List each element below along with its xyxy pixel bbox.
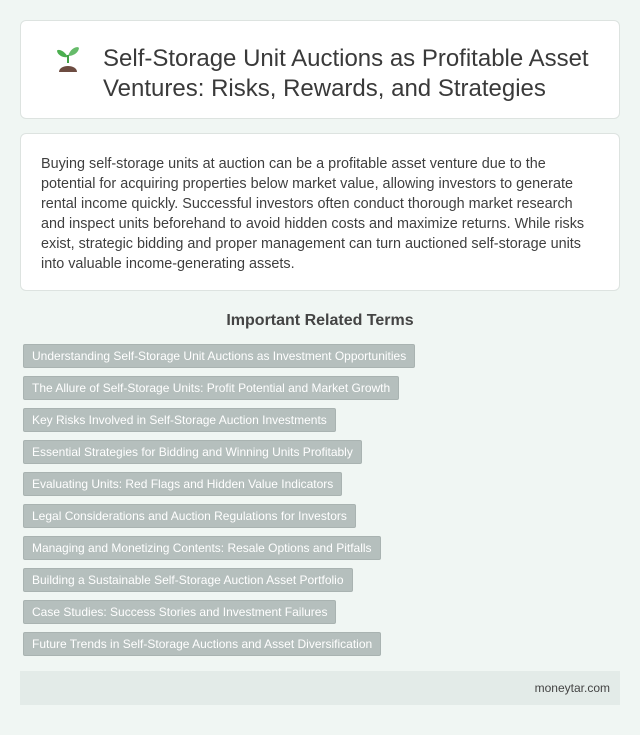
term-tag[interactable]: Essential Strategies for Bidding and Winning Units Profitably bbox=[23, 440, 362, 464]
seedling-icon bbox=[55, 43, 81, 73]
intro-paragraph: Buying self-storage units at auction can be a profitable asset venture due to the potential for acquiring properties below market value, allowing investors to generate rental income quickly. Successful investors often conduct thorough market research and inspect units beforehand to avoid hidden costs and maximize returns. While risks exist, strategic bidding and proper management can turn auctioned self-storage units into valuable income-generating assets. bbox=[41, 156, 585, 272]
term-tag[interactable]: Understanding Self-Storage Unit Auctions as Investment Opportunities bbox=[23, 344, 415, 368]
term-tag[interactable]: Legal Considerations and Auction Regulations for Investors bbox=[23, 504, 356, 528]
term-tag[interactable]: Key Risks Involved in Self-Storage Auction Investments bbox=[23, 408, 336, 432]
term-tag[interactable]: The Allure of Self-Storage Units: Profit Potential and Market Growth bbox=[23, 376, 399, 400]
term-tag[interactable]: Evaluating Units: Red Flags and Hidden Value Indicators bbox=[23, 472, 342, 496]
term-tag[interactable]: Managing and Monetizing Contents: Resale Options and Pitfalls bbox=[23, 536, 381, 560]
related-terms-list bbox=[23, 344, 623, 664]
header-card bbox=[20, 20, 620, 119]
term-tag[interactable]: Building a Sustainable Self-Storage Auction Asset Portfolio bbox=[23, 568, 353, 592]
page-title: Self-Storage Unit Auctions as Profitable Asset Ventures: Risks, Rewards, and Strategies bbox=[103, 45, 589, 102]
related-terms-heading: Important Related Terms bbox=[226, 312, 414, 329]
term-tag[interactable]: Future Trends in Self-Storage Auctions and Asset Diversification bbox=[23, 632, 381, 656]
footer-bar bbox=[20, 671, 620, 705]
intro-card bbox=[20, 133, 620, 291]
site-credit[interactable]: moneytar.com bbox=[534, 681, 610, 695]
term-tag[interactable]: Case Studies: Success Stories and Investment Failures bbox=[23, 600, 336, 624]
